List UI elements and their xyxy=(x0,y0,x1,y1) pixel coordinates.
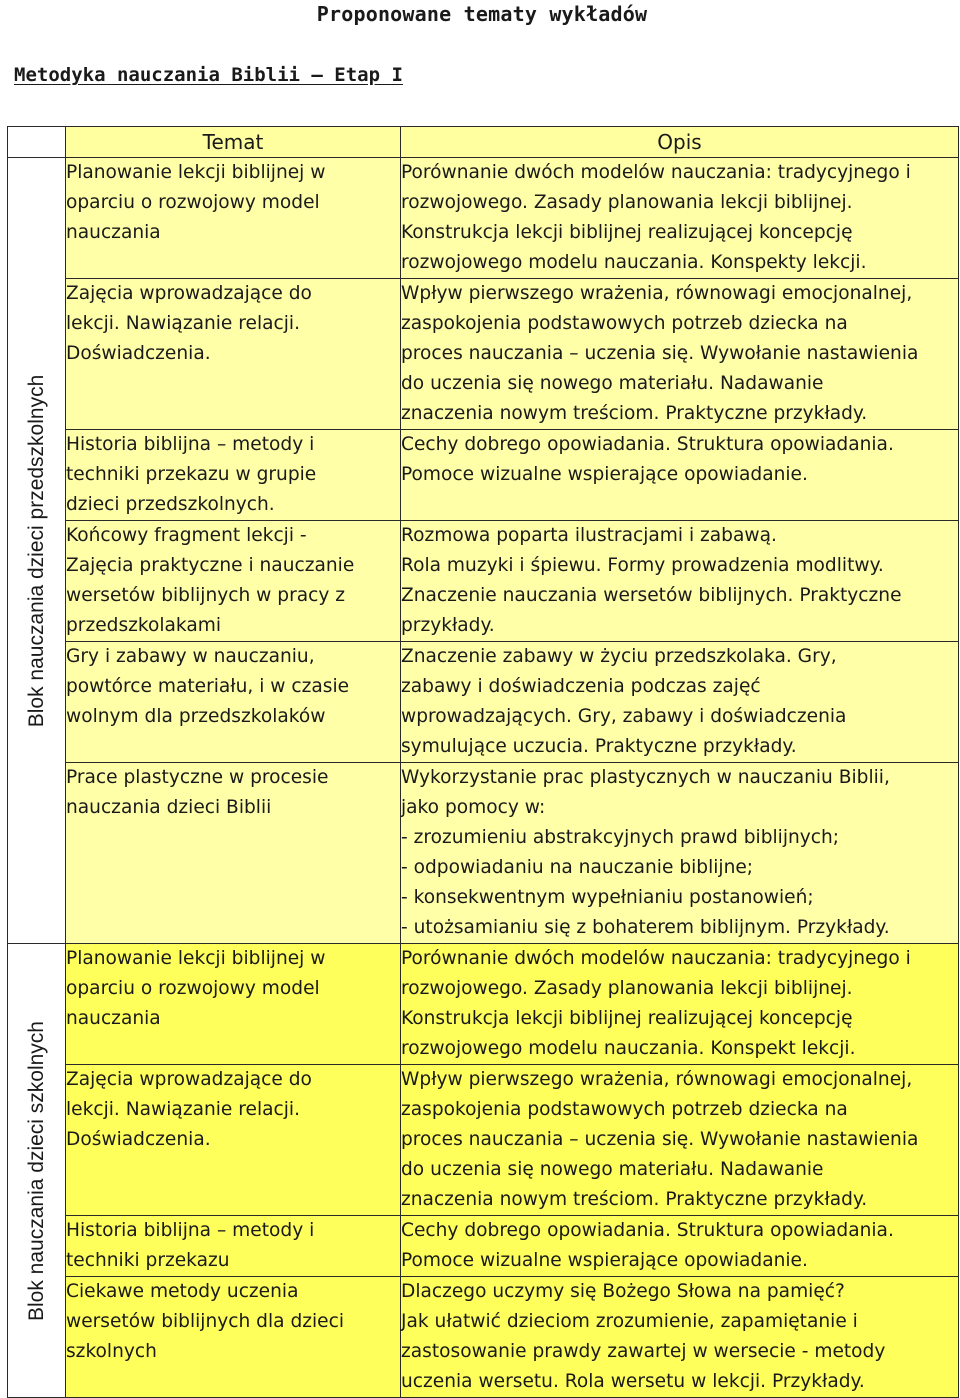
topic-cell: Planowanie lekcji biblijnej w oparciu o rozwojowy model nauczania xyxy=(66,944,401,1065)
table-row xyxy=(8,642,959,763)
description-cell: Wpływ pierwszego wrażenia, równowagi emocjonalnej, zaspokojenia podstawowych potrzeb dziecka na proces nauczania – uczenia się. Wywołanie nastawienia do uczenia się nowego materiału. Nadawanie znaczenia nowym treściom. Praktyczne przykłady. xyxy=(401,279,959,430)
description-header: Opis xyxy=(401,127,959,158)
description-cell: Cechy dobrego opowiadania. Struktura opowiadania. Pomoce wizualne wspierające opowiadanie. xyxy=(401,1216,959,1277)
block-school-label: Blok nauczania dzieci szkolnych xyxy=(24,1020,48,1321)
description-cell: Rozmowa poparta ilustracjami i zabawą. Rola muzyki i śpiewu. Formy prowadzenia modlitwy. Znaczenie nauczania wersetów biblijnych. Praktyczne przykłady. xyxy=(401,521,959,642)
table-row xyxy=(8,521,959,642)
topic-cell: Prace plastyczne w procesie nauczania dzieci Biblii xyxy=(66,763,401,944)
description-cell: Porównanie dwóch modelów nauczania: tradycyjnego i rozwojowego. Zasady planowania lekcji biblijnej. Konstrukcja lekcji biblijnej realizującej koncepcję rozwojowego modelu nauczania. Konspekty lekcji. xyxy=(401,158,959,279)
topic-cell: Końcowy fragment lekcji - Zajęcia praktyczne i nauczanie wersetów biblijnych w pracy z przedszkolakami xyxy=(66,521,401,642)
table-row xyxy=(8,1277,959,1398)
topic-cell: Historia biblijna – metody i techniki przekazu w grupie dzieci przedszkolnych. xyxy=(66,430,401,521)
topic-cell: Zajęcia wprowadzające do lekcji. Nawiązanie relacji. Doświadczenia. xyxy=(66,1065,401,1216)
topic-cell: Zajęcia wprowadzające do lekcji. Nawiązanie relacji. Doświadczenia. xyxy=(66,279,401,430)
table-row xyxy=(8,1065,959,1216)
description-cell: Porównanie dwóch modelów nauczania: tradycyjnego i rozwojowego. Zasady planowania lekcji biblijnej. Konstrukcja lekcji biblijnej realizującej koncepcję rozwojowego modelu nauczania. Konspekt lekcji. xyxy=(401,944,959,1065)
table-row xyxy=(8,1216,959,1277)
block-preschool-cell xyxy=(8,158,66,944)
table-row xyxy=(8,763,959,944)
description-cell: Znaczenie zabawy w życiu przedszkolaka. Gry, zabawy i doświadczenia podczas zajęć wprowadzających. Gry, zabawy i doświadczenia symulujące uczucia. Praktyczne przykłady. xyxy=(401,642,959,763)
table-row xyxy=(8,430,959,521)
page-title: Proponowane tematy wykładów xyxy=(316,2,648,26)
lecture-topics-table xyxy=(7,126,959,1398)
description-cell: Wykorzystanie prac plastycznych w nauczaniu Biblii, jako pomocy w: - zrozumieniu abstrakcyjnych prawd biblijnych; - odpowiadaniu na nauczanie biblijne; - konsekwentnym wypełnianiu postanowień; - utożsamianiu się z bohaterem biblijnym. Przykłady. xyxy=(401,763,959,944)
table-header-row xyxy=(8,127,959,158)
block-header-cell xyxy=(8,127,66,158)
description-cell: Cechy dobrego opowiadania. Struktura opowiadania. Pomoce wizualne wspierające opowiadanie. xyxy=(401,430,959,521)
table-row xyxy=(8,279,959,430)
topic-cell: Planowanie lekcji biblijnej w oparciu o rozwojowy model nauczania xyxy=(66,158,401,279)
block-preschool-label: Blok nauczania dzieci przedszkolnych xyxy=(24,374,48,727)
description-cell: Wpływ pierwszego wrażenia, równowagi emocjonalnej, zaspokojenia podstawowych potrzeb dziecka na proces nauczania – uczenia się. Wywołanie nastawienia do uczenia się nowego materiału. Nadawanie znaczenia nowym treściom. Praktyczne przykłady. xyxy=(401,1065,959,1216)
table-row xyxy=(8,944,959,1065)
block-school-cell xyxy=(8,944,66,1398)
topic-cell: Historia biblijna – metody i techniki przekazu xyxy=(66,1216,401,1277)
table-row xyxy=(8,158,959,279)
topic-header: Temat xyxy=(66,127,401,158)
topic-cell: Ciekawe metody uczenia wersetów biblijnych dla dzieci szkolnych xyxy=(66,1277,401,1398)
description-cell: Dlaczego uczymy się Bożego Słowa na pamięć? Jak ułatwić dzieciom zrozumienie, zapamiętanie i zastosowanie prawdy zawartej w wersecie - metody uczenia wersetu. Rola wersetu w lekcji. Przykłady. xyxy=(401,1277,959,1398)
topic-cell: Gry i zabawy w nauczaniu, powtórce materiału, i w czasie wolnym dla przedszkolaków xyxy=(66,642,401,763)
section-title: Metodyka nauczania Biblii – Etap I xyxy=(14,64,403,86)
